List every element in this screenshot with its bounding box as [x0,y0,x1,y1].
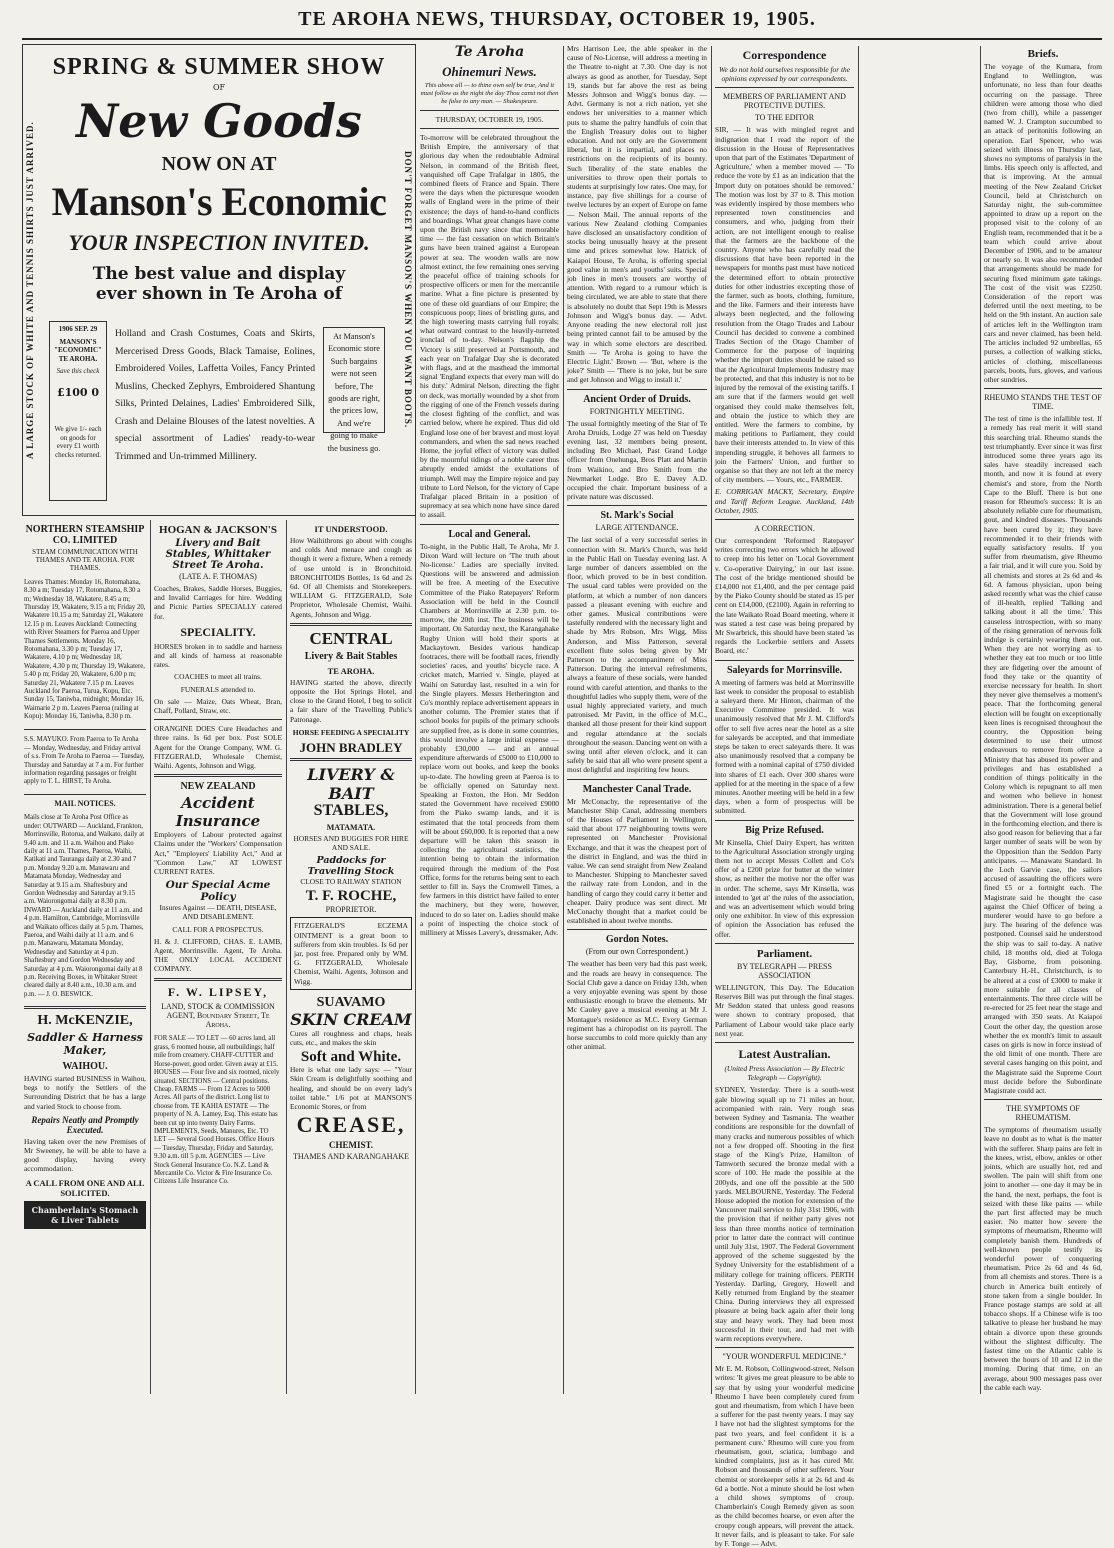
now-on-at: NOW ON AT [161,153,277,175]
nz-head: NEW ZEALAND [180,781,256,793]
central-sub: Livery & Bait Stables [304,650,398,662]
rule [567,929,707,930]
speciality-horses: HORSES broken in to saddle and harness and all kinds of harness at reasonable rates. [154,641,282,670]
stamp-note: We give 1/- each on goods for every £1 worth checks returned. [54,424,102,459]
druids-body: The usual fortnightly meeting of the Star of Te Aroha Druids, Lodge 27 was held on Tuesday evening last, 32 members being present, including Bro Michael, Past Grand Lodge officer from Onehunga, Bros Platt and Martin from Waikino, and Bro Smith from the Newmarket Lodge. Bro E. Davey A.D. occupied the chair. Important business of a private nature was discussed. [567,418,707,502]
saddler-name: H. McKENZIE, [37,1013,133,1029]
stamp-name: MANSON'S "ECONOMIC" TE AROHA. [54,337,102,363]
central-body: HAVING started the above, directly opposite the Hot Springs Hotel, and close to the Grand Hotel, I beg to solicit a fair share of the Travelling Public's Patronage. [290,677,412,724]
leader: To-morrow will be celebrated throughout the British Empire, the anniversary of that glorious day when the redoubtable Admiral Nelson, in command of the British fleet, vanquished off Cape Trafalgar in 1805, the combined fleets of France and Spain. There were the days when the picturesque wooden walls of England were in the prime of their existence; the days of hand-to-hand conflicts and boardings. What great changes have come upon the British navy since that memorable time — the fast cessation on which Britain's guns have been trained against a European power at sea. The wooden walls are now almost extinct, the few remaining ones serving the peaceful office of training schools for prospective officers or men for the mercantile marine. What a fine picture is presented by one of these old guardians of our Empire; the conspicuous poop; lines of bristling guns, and the high towering masts carrying full royals; what outward contrast to the heavily-turreted ironclad of to-day. Nelson's flagship the Victory is still preserved at Portsmouth, and each year on Trafalgar Day she is decorated with flags, and at the masthead the immortal signal 'England expects that every man will do his duty.' Admiral Nelson, directing the fight on deck, was mortally wounded by a shot from the rigging of one of the French vessels during the closest fighting of the conflict, and was carried below, where he expired. Thus did old England lose one of her bravest and most loyal commanders, and when the sad news reached Home, the joyful effect of victory was dulled by the mournful tidings of a noble career thus abruptly ended amidst the exultations of triumph. Well may the Empire rejoice and pay tribute to Lord Nelson, for the victory of Cape Trafalgar placed Britain in a position of supremacy at sea which none have since dared to assail. [420,133,559,520]
corr-letter: SIR, — It was with mingled regret and indignation that I read the report of the discussion in the House of Representatives upon that part of the Estimates 'Department of Agriculture,' when a member moved — 'To reduce the vote by £1 as an indication that the Import duty on potatoes should be removed.' The motion was lost by 37 to 8. This motion was evidently inspired by those members who represented town constituencies and consumers, and who, judging from their action, are not intelligent enough to realise that the farmers are the backbone of the country. Anyone who has carefully read the discussions that have been reported in the newspapers for months past must have noticed the determined effort to obtain protective duties for other industries excepting those of the farmer, such as boots, clothing, furniture, and the like. Farmers and their interests have always been neglected, and the following resolution from the Otago Trades and Labour Council has decided to convene a combined Trades Section of the Otago Chamber of Commerce for the purpose of inquiring whether the import duties should be raised so that the Agricultural Implements Industry may be protected, and that this industry is not to be injured by the removal of the existing tariffs. I am sure that if the farmers would get well organised they could make themselves felt, and obtain the justice to which they are entitled. Were the farmers to combine, by making petitions to Parliament, they could have their interests attended to. In view of this impending struggle, it behoves all farmers to join the Farmers' Union, and further to organise so that they are not left at the mercy of city members. — Yours, etc., FARMER. [715,125,854,485]
manson-advert [22,44,416,516]
mayuko-notice: S.S. MAYUKO. From Paeroa to Te Aroha — Monday, Wednesday, and Friday arrival of s.s. From Te Aroha to Paeroa — Tuesday, Thursday and Saturday at 7 a m. For further information regarding passages or freight apply to T. L. HIRST, Te Aroha. [24,736,145,786]
rule [715,1042,854,1043]
canal-head: Manchester Canal Trade. [582,783,692,795]
gordon-sub: (From our own Correspondent.) [585,947,689,957]
matamata: MATAMATA. [326,822,376,832]
inspection-invited: YOUR INSPECTION INVITED. [68,230,370,255]
druids-head: Ancient Order of Druids. [583,393,691,405]
suavamo-body: Cures all roughness and chaps, heals cuts, etc., and makes the skin [290,1028,412,1048]
rule [715,943,854,944]
hogan-sub: Livery and Bait Stables, Whittaker Street Te Aroha. [165,538,271,571]
thames-karangahake: THAMES AND KARANGAHAKE [293,1152,409,1162]
new-goods: New Goods [76,94,362,148]
show-of: OF [212,83,226,92]
column-2 [154,520,282,1394]
chamberlain-banner: Chamberlain's Stomach & Liver Tablets [24,1201,146,1229]
rheumo-head: RHEUMO STANDS THE TEST OF TIME. [984,393,1102,412]
soft-white: Soft and White. [300,1049,402,1066]
mail-notices: Mails close at Te Aroha Post Office as under: OUTWARD — Auckland, Frankton, Morrinsville, Rotorua, and Waikato, daily at 9.40 a.m. and 11 a.m. Waihou and Piako daily at 11 a.m. Thames, Paeroa, Waihi, Katikati and Tauranga daily at 2.30 and 7 p.m. Monday 9.20 a.m. Manawaru and Matamata Monday, Wednesday and Saturday at 9.15 a.m. Shaftesbury and Gordon Wednesday and Saturday at 9.15 a.m. Waiorongomai daily at 8.30 p.m. INWARD — Auckland daily at 11 a.m. and 4 p.m. Hamilton, Cambridge, Morrinsville and Waikato offices daily at 5 p.m. Thames, Paeroa, and Waihi daily at 11 a.m. and 6 p.m. Manawaru, Matamata Monday, Wednesday and Saturday at 4 p.m. Shaftesbury and Gordon Wednesday and Saturday at 4 p.m. Waiorongomai daily at 8 p.m. Receiving Boxes, in Whitaker Street cleared daily at 8.40 a.m., 10.30 a.m. and p.m. — J. O. BESWICK. [24,814,145,998]
rule [154,978,282,981]
parliament-sub: BY TELEGRAPH — PRESS ASSOCIATION [737,961,832,980]
livery-bait: LIVERY & BAIT [307,764,395,803]
check-stamp [49,321,107,501]
corr-sign: E. CORRIGAN MACKY, Secretary, Empire and Tariff Reform League. Auckland, 14th October, 1905. [715,487,854,515]
store-name: Manson's Economic [51,179,387,224]
skin-cream: SKIN CREAM [290,1009,412,1029]
latest-sub: (United Press Association — By Electric Telegraph — Copyright). [724,1064,845,1083]
rule [715,660,854,661]
saleyards-body: A meeting of farmers was held at Morrinsville last week to consider the proposal to establish a saleyard there. Mr Hinton, chairman of the Executive Committee presided. It was unanimously resolved that Mr J. M. Clifford's offer to sell five acres near the hotel as a site for saleyards be accepted, and that immediate steps be taken to erect saleyards there. It was also unanimously resolved that a company be formed with a nominal capital of £750 divided into shares of £1 each. Over 300 shares were applied for at the meeting in the space of a few minutes. Another meeting will be held in a few days, when a form of prospectus will be submitted. [715,677,854,816]
crease: CREASE, [296,1112,406,1138]
stamp-amount: £100 0 [56,385,100,399]
parliament-head: Parliament. [756,947,813,960]
vertical-left-slogan: A LARGE STOCK OF WHITE AND TENNIS SHIRTS JUST ARRIVED. [25,121,35,459]
central-town: TE AROHA. [327,665,375,676]
corr-disclaimer: We do not hold ourselves responsible for the opinions expressed by our correspondents. [718,65,851,84]
social-sub: LARGE ATTENDANCE. [595,523,679,533]
horses-hire: HORSES AND BUGGIES FOR HIRE AND SALE. [293,833,409,853]
rule [715,87,854,88]
eczema-box [290,917,412,989]
medicine-head: "YOUR WONDERFUL MEDICINE." [722,1352,847,1362]
speciality-sale: On sale — Maize, Oats Wheat, Bran, Chaff, Pollard, Straw, etc. [154,696,282,716]
orangine-ad: ORANGINE DOES Cure Headaches and three rains. Is 6d per box. Post SOLE Agent for the Orange Company, WM. G. FITZGERALD, Wholesale Chemist, Waihi. Agents, Johnson and Wigg. [154,724,282,771]
rule [24,1006,146,1009]
column-divider [286,520,287,1394]
rule [567,779,707,780]
lipsey-listings: FOR SALE — TO LET — 60 acres land, all grass, 6 roomed house, all outbuildings; half mile from creamery. CHAFF-CUTTER and Horse-power, good order. Given away at £15. HOUSES — Four five and six roomed, nicely situated. SECTIONS — Central positions. Cheap. FARMS — From 12 Acres to 5000 Acres. All parts of the district. Long list to choose from. TE KAHIA ESTATE — The property of N. A. Lamey, Esq. This estate has been cut up into twenty Dairy Farms. IMPLEMENTS, Seeds, Manures, Etc. TO LET — Several Good Houses. Office Hours — Tuesday, Thursday, Friday and Saturday, 9.30 a.m. till 5 p.m. AGENCIES — Live Stock General Insurance Co. N.Z. Land & Mercantile Co. Victor & Fire Insurance Co. Citizens Life Insurance Co. [154,1035,280,1186]
prize-head: Big Prize Refused. [745,824,824,836]
john-bradley: JOHN BRADLEY [299,739,403,755]
saddler-call: A CALL FROM ONE AND ALL SOLICITED. [25,1177,145,1198]
to-editor: TO THE EDITOR [754,113,815,123]
stables: STABLES, [313,801,389,819]
briefs-head: Briefs. [1027,48,1059,60]
lipsey-name: F. W. LIPSEY, [167,984,269,999]
vertical-right-slogan: DON'T FORGET MANSON'S WHEN YOU WANT BOOTS. [403,151,413,429]
column-3 [290,520,412,1394]
rheum-head: THE SYMPTOMS OF RHEUMATISM. [1006,1104,1080,1123]
social-head: St. Mark's Social [600,510,674,522]
rheum-body: The symptoms of rheumatism usually leave no doubt as to what is the matter with the sufferer. Sharp pains are felt in the knees, wrist, elbow, ankles or other joints, which are usually hot, red and swollen. The pain will shift from one joint to another — one day it may be in the hand, the next, perhaps, the foot is seized with these like pains — while the part first affected may be much easier. No matter how severe the symptoms of rheumatism, Rheumo will completely banish them. Hundreds of well-known people testify its wonderful power of conquering rheumatism. Price 2s 6d and 4s 6d, from all chemists and stores. There is a church in America built entirely of stone taken from a single boulder. In France postage stamps are sold at all tobacco shops. If a Chinese wife is too talkative to please her husband he may obtain a divorce upon these grounds without the slightest difficulty. The fastest time on the Atlantic cable is between the hours of 10 and 12 in the morning. During that time, on an average, about 900 messages pass over the cable each way. [984,1125,1102,1392]
side-ad-box [323,327,385,453]
column-divider [563,46,564,1394]
latest-body: SYDNEY, Yesterday. There is a south-west gale blowing squall up to 71 miles an hour, accompanied with rain. Very rough seas between Sydney and Tasmania. The weather conditions are responsible for the downfall of many cracks and numerous possibles of which not a few dropped off. Shooting in the first stage of the King's Prize, Hamilton of Tamworth secured the bronze medal with a score of 100. He made the possible at the 200yds, and one off the possible at the 500 yards. MELBOURNE, Yesterday. The Federal House adopted the motion for extension of the Vancouver mail service to July 31st 1906, with the provision that if neither party gives not less than three months notice of termination prior to latter date the contract will continue until July 31st, 1907. The Federal Government approved of the scheme suggested by the Sydney University for the establishment of a military college for training officers. PERTH Yesterday. Darling, Gregory, Howell and Kelly returned from England by the steamer China. During interviews they all expressed pleasure at being back again after their long stay and heavy work. They had been most successful in their tour, and had met with warm receptions everywhere. [715,1085,854,1343]
local-news: To-night, in the Public Hall, Te Aroha, Mr J. Dixon Ward will lecture on 'The truth about No-license.' Ladies are specially invited. Questions will be answered and admission will be free. A meeting of the Executive Committee of the Piako Ratepayers' Reform Association will be held in the Council Chambers at Morrinsville at 2.30 p.m. to-morrow, the 20th inst. The business will be important. On Saturday next, the Karangahake Rugby Union will hold their sports at Mackaytown. Besides various handicap footraces, there will be football races, friendly societies' races, and youths' bicycle race. A cricket match, Married v. Single, played at Waihi on Saturday last, resulted in a win for the Single players. Messrs Hetherington and Co's monthly replace advertisement appears in another column. The Premier states that if school books for pupils of the primary schools are supplied free, as is done in some countries, this would involve a large initial expense — probably £30,000 — and an annual expenditure afterwards of £5000 to £10,000 to replace worn out books, and keep the books up-to-date. The howling green at Paeroa is to be officially opened on Saturday next. Speaking at Foxton, the Hon. Mr Seddon stated the Government have received £9000 from the Piako swamp lands, and it is estimated that the total proceeds from them will be about £60,000. It is reported that a new departure will be taken this season in collecting the agricultural statistics, the intention being to obtain the information required through the medium of the Post Office, forms for the returns being sent to each settler to fill in. Says the Cromwell Times, a few farmers in this district have failed to enter the machinery, but they were, however, induced to do so later on. Ladies should make a point of inspecting the choice stock of millinery at Misses Lavery's, dressmaker, Adv. [420,541,559,938]
druids-sub: FORTNIGHTLY MEETING. [589,406,685,416]
social-body: The last social of a very successful series in connection with St. Mark's Church, was held in the Public Hall on Tuesday evening last. A large number of dancers assembled on the floor, which proved to be in best condition. The usual card tables were provided on the platform, at which a number of non dancers passed a pleasant evening with euchre and other games. Musical contributions were tastefully rendered with the necessary light and shade by Mrs Robson, Mrs Wigg, Miss Anderson, and Miss Patterson, several excellent flute solos being given by Mr Patterson to the accompaniment of Miss Patterson. During the interval refreshments, always a feature of these socials, were handed round with careful attention, and thanks to the thoughtful ladies who supply them, were of the usual highly appreciated variety, and much patronised. Mr Pavitt, in the office of M.C., thanked all those present for their kind support and regular attendance at the socials throughout the season. Dancing went on with a swing until after eleven o'clock, and it can safely be said that all who were present spent a most delightful and inspiriting few hours. [567,535,707,775]
col5-opening: Mrs Harrison Lee, the able speaker in the cause of No-License, will address a meeting in the Theatre to-night at 7.30. One day is not always as good as another, for Tuesday, Sept 19, stands but far above the rest as being Messrs Johnson and Wigg's bonus day. — Advt. Germany is not a rich nation, yet she endows her universities to a manner which puts to shame the paltry handfuls of coin that the English Treasury doles out to higher education. And not only are the Government liberal, but it is impartial, and places no restrictions on the recipients of its bounty. Such liberality of the state enables the universities to throw open their portals to students at surprisingly low rates. One may, for instance, pay five shillings for a course of twelve lectures by an expert of Europe on fame — Nelson Mail. The annual reports of the various New Zealand clothing Companies have disclosed an unsatisfactory condition of stocks being unusually heavy at the present time and prices somewhat low. Hatrick of Kaiapoi House, Te Aroha, is offering special good value in men's and youths' suits. Special job lines in men's trousers are worthy of attention. With regard to a rumour which is being circulated, we are able to state that there is absolutely no doubt that Sept 19th is Messrs Johnson and Wigg's bonus day. — Advt. Anyone reading the new electoral roll just being printed cannot fail to be amused by the way in which some electors are described. Smith — 'Te Aroha is going to have the Electric Light.' Brown — 'But, where is the joke?' Smith — 'There is no joke, but be sure and get Johnson and Wigg to install it.' [567,44,707,385]
masthead: TE AROHA NEWS, THURSDAY, OCTOBER 19, 1905. [298,8,816,30]
briefs-body: The voyage of the Kumara, from England to Wellington, was unfortunate, no less than four deaths occurring on the passage. Three children were among those who died (two from chill), while a passenger named W. J. Crampton succumbed to an attack of peritonitis following an operation. Earl Spencer, who was seized with illness on Thursday last, shows no symptoms of paralysis in the limbs. His speech only is affected, and that is improving. At the annual meeting of the New Zealand Cricket Council, held at Christchurch on Saturday night, the sub-committee appointed to draw up a report on the proposed visit to the colony of an English team, recommended that it be a team which could arrive about December of 1906, and to be amateur or nearly so. It was also recommended that arrangements should be made for securing fixed minimum gate takings. The cost of the visit was £2250. Consideration of the report was deferred until the next meeting, to be held on the 9th instant. An auction sale of articles left in the Wellington tram cars and never claimed, has been held. The articles included 92 umbrellas, 65 purses, a collection of walking sticks, articles of clothing, miscellaneous parcels, boots, furs, gloves, and various other sundries. [984,62,1102,384]
roche-proprietor: PROPRIETOR. [325,905,377,915]
eczema-ad: FITZGERALD'S ECZEMA OINTMENT is a great boon to sufferers from skin troubles. Is 6d per jar, post free. Prepared only by WM. G. FITZGERALD, Wholesale Chemist, Waihi. Agents, Johnson and Wigg. [294,921,408,986]
fabrics-list: Holland and Crash Costumes, Coats and Skirts, Mercerised Dress Goods, Black Tamaise, Eolines, Embroidered Voiles, Laffetta Voiles, Fancy Printed Muslins, Checked Zephyrs, Embroidered Shantung Silks, Printed Delaines, Ladies' Embroidered Silk, Crash and Delaine Blouses of the latest novelties. A special assortment of Ladies' ready-to-wear Trimmed and Un-trimmed Millinery. [115,328,315,462]
rule [420,128,559,129]
rule [420,110,559,111]
saddler-repairs: Repairs Neatly and Promptly Executed. [31,1114,139,1135]
saddler-town: WAIHOU. [62,1061,108,1073]
understood-head: IT UNDERSTOOD. [314,524,388,534]
corr-sub: MEMBERS OF PARLIAMENT AND PROTECTIVE DUTIES. [723,92,846,111]
column-divider [858,46,859,1394]
latest-head: Latest Australian. [738,1047,831,1062]
prize-body: Mr Kinsella, Chief Dairy Expert, has written to the Agricultural Association strongly urging them not to accept Messrs Collett and Co's offer of a £200 prize for butter at the winter show, as neither the motive nor the offer was in order. The scheme, says Mr Kinsella, was intended to 'get at' the rules of the association, and was an advertisement which would bring only one exhibitor. In view of this expression of opinion the Association has refused the offer. [715,837,854,939]
column-4 [420,44,559,1394]
motto: This above all — to thine own self be true, And it must follow as the night the day Thou canst not then be false to any man. — Shakespeare. [420,82,559,105]
rule [154,719,282,720]
rule [715,820,854,821]
saddler-body: HAVING started BUSINESS in Waihou, begs to notify the Settlers of the Surrounding District that he has a large and varied Stock to choose from. [24,1074,146,1111]
saddler-moved: Having taken over the new Premises of Mr Sweeney, he will be able to have a good display, having every accommodation. [24,1136,146,1174]
close-rail: CLOSE TO RAILWAY STATION [300,877,402,887]
column-1 [24,520,146,1394]
column-6 [715,44,854,1548]
rule [715,1347,854,1348]
medicine-body: Mr E. M. Robson, Collingwood-street, Nelson writes: 'It gives me great pleasure to be able to say that by using your wonderful medicine Rheumo I have been completely cured from gout and rheumatism, from which I have been a sufferer for the past twenty years. I may say I have not had the slightest symptoms for the past two years, and feel confident it is a permanent cure.' Rheumo will cure you from rheumatism, gout, sciatica, lumbago and kindred complaints, just as it has cured Mr. Robson and thousands of other sufferers. Your chemist or storekeeper sells it at 2s 6d and 4s 6d a bottle. Not a minute should be lost when a child shows symptoms of croup. Chamberlain's Cough Remedy given as soon as the child becomes hoarse, or even after the croupy cough appears, will prevent the attack. It never fails, and is pleasant to take. For sale by F. Tonge — Advt. [715,1364,854,1548]
rule [984,388,1102,389]
rule [154,774,282,777]
rule [984,1099,1102,1100]
soft-body: Here is what one lady says: — "Your Skin Cream is delightfully soothing and healing, and should be on every lady's toilet table." 1/6 pot at MANSON'S Economic Stores, or from [290,1065,412,1112]
save-this-check: Save this check [56,367,100,376]
column-6b [862,44,976,1394]
rheumo-body: The test of time is the infallible test. If a remedy has real merit it will stand this searching trial. Rheumo stands the test triumphantly. Ever since it was first introduced some three years ago its sales have steadily increased each month, and now it is found at every chemist's and store, from the North Cape to the Bluff. There is but one reason for Rheumo's success: It is an absolutely reliable cure for rheumatism, gout, and kindred diseases. Thousands have been cured by it; they have recommended it to their friends with equally satisfactory results. If you suffer from rheumatism, give Rheumo a fair trial, and it will cure you. Sold by all chemists and stores at 2s 6d and 4s 6d. A famous physician, upon being asked recently what was the chief cause of ill-health, replied 'Talking and talking about it all the time.' This causeless introspection, with so many of the rising generation of nervous folk indulge is certainly wearing them out. When they are not worrying as to whether they eat too much or too little they are fidgeting over the amount of food they take or the quantity of exercise necessary for health. In short they never give themselves a moment's peace. That the forthcoming general election will be fought on exceptionally keen lines is recognised throughout the country, the Opposition being determined to use their utmost endeavours to remove from office a Ministry that has abused its power and privileges and has established a condition of things politically in the Colony which is repugnant to all men and women who believe in honest administration. There is a general belief that the Government will lose ground in the forthcoming election, and there is also good reason for believing that a far larger number of seats will be won by the Opposition than the Seddon Party anticipates. — Manawatu Standard. In the Loch Garvie case, the sailors accused of assaulting the officers were fined £5 or a fortnight each. The Magistrate said he thought the case against the Chief Officer of being a murderer would have to go before a jury. The hearing of the defence was postponed. Counsel said he understood the ship was to sail to-day. A native child, 18 months old, died at Tologa Bay, Gisborne, from poisoning. Canterbury H.-H., Christchurch, is to be altered at a cost of £3000 to make it more suitable for all classes of entertainments. The three circle will be re-erected for 25 feet near the stage and arranged with 350 seats. At Kaiapoi Court the other day, the question arose whether the ex month's limit to assault cases on girls is now in force instead of the old limit of one month. There are several cases hanging on this point, and the Magistrate said the Supreme Court must decide before the Subordinate Magistrate could act. [984,414,1103,1095]
paddocks: Paddocks for Travelling Stock [307,855,395,878]
paper-name-2: Ohinemuri News. [442,64,537,79]
column-7 [984,44,1102,1394]
column-divider [150,520,151,1394]
saleyards-head: Saleyards for Morrinsville. [726,664,843,676]
parliament-body: WELLINGTON, This Day. The Education Reserves Bill was put through the final stages. Mr Seddon stated that unless good reasons were shown to contrary proposed, that Parliament of Labour would take place early next year. [715,982,854,1038]
saddler-trade: Saddler & Harness Maker, [27,1031,143,1058]
steamship-timetable: Leaves Thames: Monday 16, Rotomahana, 8.30 a m; Tuesday 17, Rotomahana, 8.30 a m; Wednesday 18, Wakatere, 8.45 a m; Thursday 19, Wakatere, 9.15 a m; Friday 20, Wakatere 10.15 a m; Saturday 21, Wakatere 12.15 p m. Leaves Auckland: Connecting with River Steamers for Paeroa and Upper Thames Settlements. Monday 16, Rotomahana, 3.30 p m; Tuesday 17, Wakatere, 4.10 p m; Wednesday 18, Wakatere, 4.30 p m; Thursday 19, Wakatere, 5.40 p m; Friday 20, Wakatere, 6.00 p m; Saturday 21, Wakatere 7.15 p m. Leaves Auckland for Paeroa, Turua, Kopu, Etc. Sunday 15, Taniwha, midnight; Monday 16, Waimarie 2 p m. Leaves Paeroa (railing at Kopu): Monday 16, Taniwha, 8.30 p m. [24,578,146,721]
stamp-date: 1906 SEP. 29 [58,325,98,333]
accident-insurance: Accident Insurance [175,794,261,831]
roche-name: T. F. ROCHE, [305,888,397,905]
hogan-late: (LATE A. F. THOMAS) [179,572,257,581]
hogan-body: Coaches, Brakes, Saddle Horses, Buggies, and Invalid Carriages for hire. Wedding and Picnic Parties SPECIALLY catered for. [154,584,282,621]
suavamo: SUAVAMO [316,994,386,1010]
accident-body: Employers of Labour protected against Claims under the "Workers' Compensation Act," "Employers' Liability Act," And at "Common Law," AT LOWEST CURRENT RATES. [154,830,282,877]
column-divider [711,46,712,1394]
rule [567,389,707,390]
speciality-coaches: COACHES to meet all trains. [174,672,262,682]
hogan-head: HOGAN & JACKSON'S [159,524,277,536]
rule [290,758,412,761]
speciality-head: SPECIALITY. [180,624,256,639]
column-5 [567,44,707,1394]
rule [420,524,559,525]
accident-agents: H. & J. CLIFFORD, CHAS. E. LAMB, Agent, Morrinsville. Agent, Te Aroha. THE ONLY LOCAL ACCIDENT COMPANY. [154,936,282,974]
corr-head: Correspondence [742,48,827,62]
prospectus: CALL FOR A PROSPECTUS. [172,924,264,934]
show-title: SPRING & SUMMER SHOW [52,54,386,80]
horse-feeding: HORSE FEEDING A SPECIALITY [292,727,410,737]
rule [567,505,707,506]
lipsey-sub: LAND, STOCK & COMMISSION AGENT, Boundary Street, Te Aroha. [161,1001,275,1029]
local-head: Local and General. [448,528,531,540]
rule [715,519,854,520]
steamship-head: NORTHERN STEAMSHIP CO. LIMITED [25,524,145,546]
understood-body: How Waihithrons go about with coughs and colds And menace and cough as though it were a fixture, When a remedy of use untold is in Bronchitoid. BRONCHITOIDS Bottles, 1s 6d and 2s 6d. Of all Chemists and Storekeepers. WILLIAM G. FITZGERALD, Sole Proprietor, Wholesale Chemist, Waihi. Agents, Johnson and Wigg. [290,536,412,619]
steamship-sub: STEAM COMMUNICATION WITH THAMES AND TE AROHA. FOR THAMES. [32,548,138,572]
mail-head: MAIL NOTICES. [54,798,116,808]
chemist: CHEMIST. [328,1140,374,1151]
correction-body: Our correspondent 'Reformed Ratepayer' writes correcting two errors which he allowed to creep into his letter on 'Local Government v. Co-operative Dairying,' in our last issue. The cost of the bridge mentioned should be £14,000 not £1,400, and the per centage paid by the Piako County should be stated as 15 per cent on £14,000, (£2100). Again in referring to the late Waikato Road Board meeting, where it was stated a test case was being prepared by Mr Swarbrick, this should have been stated 'as regards the Lockerbie settlers and Assets Board, etc.' [715,535,854,656]
rule [24,729,146,730]
speciality-funerals: FUNERALS attended to. [180,684,256,694]
gordon-body: The weather has been very bad this past week, and the roads are heavy in consequence. The Social Club gave a dance on Friday 13th, when a very enjoyable evening was spent by those enthusiastic enough to brave the elements. Mr Mc Cauley gave a musical evening at Mr J. Montague's residence as M.C. Every German regiment has a chiropodist on its payroll. The horse succumbs to cold more quickly than any other animal. [567,959,707,1052]
side-ad-text: At Manson's Economic store Such bargains were not seen before, The goods are right, the prices low, And we're going to make the business go. [327,332,381,453]
best-value: The best value and display ever shown in Te Aroha of [92,264,346,304]
central-head: CENTRAL [309,628,393,648]
acme-body: Insures Against — DEATH, DISEASE, AND DISABLEMENT. [159,903,277,922]
masthead-rule [22,38,1102,40]
dateline: THURSDAY, OCTOBER 19, 1905. [435,115,544,124]
column-divider [980,46,981,1394]
gordon-head: Gordon Notes. [605,934,669,946]
correction-head: A CORRECTION. [754,523,815,533]
canal-body: Mr McConachy, the representative of the Manchester Ship Canal, addressing members of the Houses of Parliament in Wellington, said that about 177 neighbouring towns were represented on Manchester Provisional Exchange, and that it was the cheapest port of the district in England, and was the third in value. We can send straight from New Zealand to Manchester. Shipping to Manchester saved the railway rate from London, and in the handling of cargo they could carry it better and cheaper. Dairy produce was sent direct. Mr McConachy thought that a market could be established in about twelve months. [567,796,707,926]
rule [290,623,412,626]
acme-head: Our Special Acme Policy [165,879,271,904]
paper-name-1: Te Aroha [454,44,525,60]
rule [24,794,146,795]
